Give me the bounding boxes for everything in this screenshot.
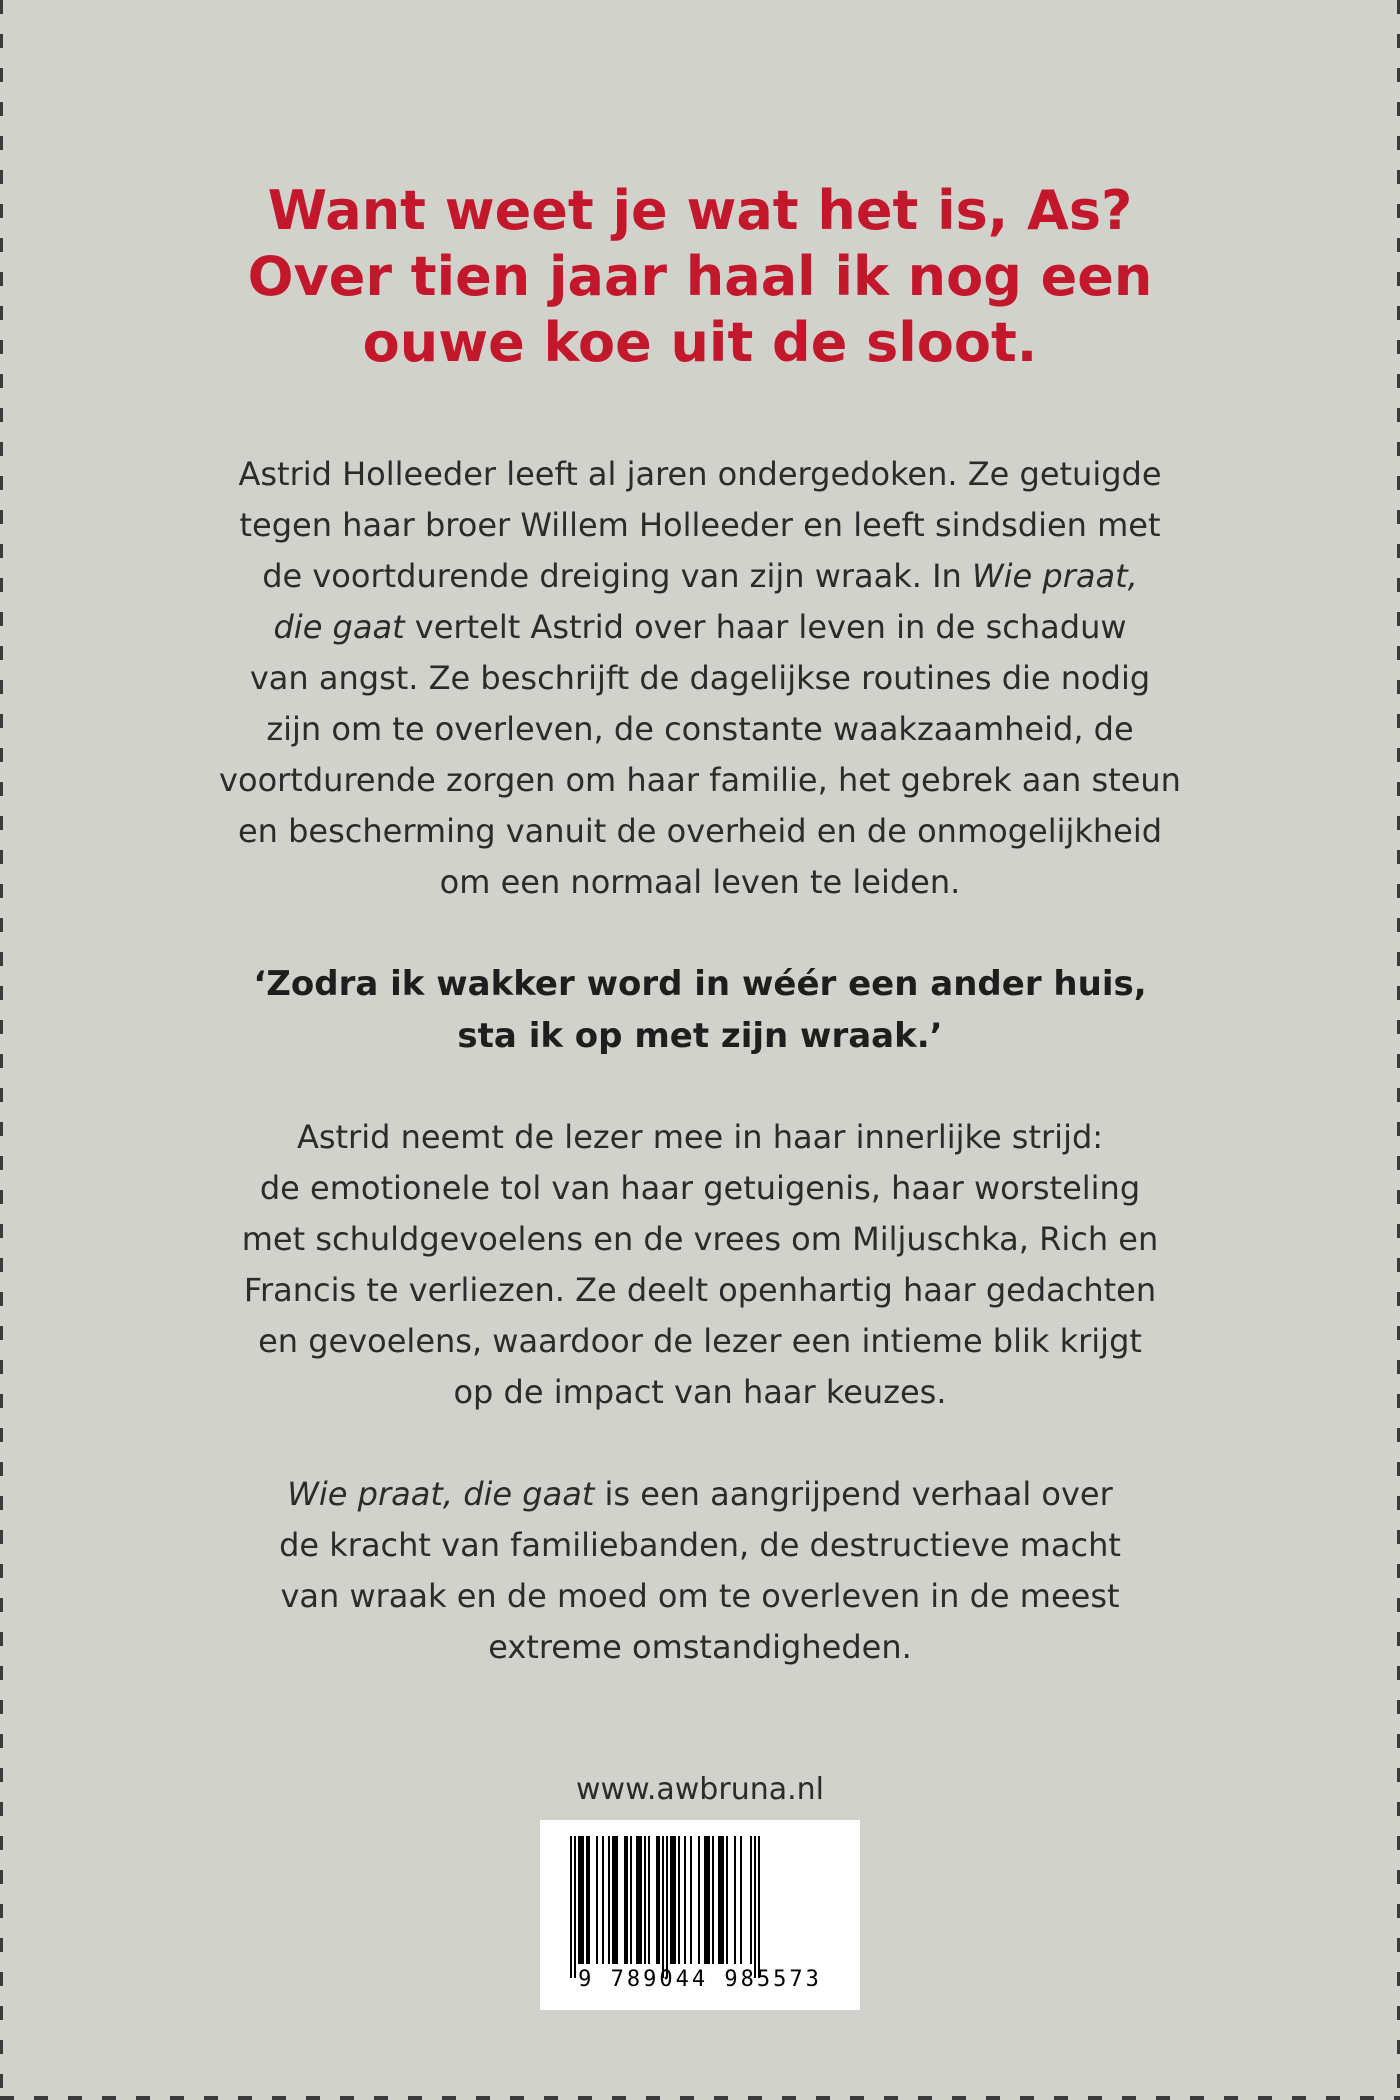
barcode-bar: [614, 1836, 616, 1964]
pull-quote: [140, 958, 1260, 1062]
barcode-bar: [636, 1836, 638, 1964]
paragraph-line: tegen haar broer Willem Holleeder en leeft sindsdien met: [239, 506, 1161, 544]
crop-marks-bottom: [0, 2096, 1400, 2100]
barcode-bar: [630, 1836, 632, 1964]
synopsis-paragraph-1: [140, 449, 1260, 908]
barcode-bar: [588, 1836, 590, 1964]
quote-line-1: ‘Zodra ik wakker word in wéér een ander huis,: [253, 964, 1147, 1004]
barcode-bar: [578, 1836, 580, 1964]
paragraph-line-text: de voortdurende dreiging van zijn wraak. In: [262, 557, 972, 595]
barcode-bar: [706, 1836, 708, 1964]
paragraph-line: Francis te verliezen. Ze deelt openhartig haar gedachten: [243, 1271, 1157, 1309]
barcode-bar: [596, 1836, 598, 1964]
paragraph-line: en gevoelens, waardoor de lezer een intieme blik krijgt: [258, 1322, 1142, 1360]
paragraph-line: van wraak en de moed om te overleven in de meest: [280, 1577, 1120, 1615]
synopsis-paragraph-3: [140, 1469, 1260, 1673]
barcode-bar: [574, 1836, 576, 1978]
barcode-bar: [666, 1836, 668, 1978]
barcode-bar: [678, 1836, 680, 1964]
headline-line-1: Want weet je wat het is, As?: [267, 179, 1133, 242]
book-title-italic: die gaat: [273, 608, 405, 646]
barcode-bar: [704, 1836, 706, 1964]
barcode-bar: [672, 1836, 674, 1964]
paragraph-line: van angst. Ze beschrijft de dagelijkse routines die nodig: [249, 659, 1151, 697]
barcode-bar: [754, 1836, 756, 1978]
publisher-website: www.awbruna.nl: [576, 1772, 824, 1807]
paragraph-line: [140, 602, 1260, 653]
barcode-bar: [670, 1836, 672, 1964]
barcode-bar: [684, 1836, 686, 1964]
paragraph-line: om een normaal leven te leiden.: [439, 863, 961, 901]
barcode-bar: [690, 1836, 692, 1964]
barcode-bar: [726, 1836, 728, 1964]
barcode-bar: [674, 1836, 676, 1964]
barcode-bar: [662, 1836, 664, 1978]
paragraph-line-text: is een aangrijpend verhaal over: [594, 1475, 1113, 1513]
barcode-bar: [638, 1836, 640, 1964]
barcode-bar: [586, 1836, 588, 1964]
synopsis-paragraph-2: [140, 1112, 1260, 1418]
isbn-number: 9 789044 985573: [578, 1967, 822, 1992]
barcode-bar: [640, 1836, 642, 1964]
barcode-bar: [740, 1836, 742, 1964]
isbn-barcode: [540, 1820, 860, 2010]
paragraph-line: [140, 551, 1260, 602]
crop-marks-left: [0, 0, 3, 2100]
barcode-bar: [582, 1836, 584, 1964]
barcode-bar: [644, 1836, 646, 1964]
paragraph-line-text: vertelt Astrid over haar leven in de schaduw: [404, 608, 1127, 646]
paragraph-line: Astrid Holleeder leeft al jaren ondergedoken. Ze getuigde: [238, 455, 1162, 493]
barcode-bar: [698, 1836, 700, 1964]
barcode-bar: [708, 1836, 710, 1964]
paragraph-line: extreme omstandigheden.: [488, 1628, 912, 1666]
barcode-bar: [734, 1836, 736, 1964]
paragraph-line: voortdurende zorgen om haar familie, het gebrek aan steun: [219, 761, 1181, 799]
barcode-bar: [624, 1836, 626, 1964]
paragraph-line: [140, 1469, 1260, 1520]
paragraph-line: op de impact van haar keuzes.: [453, 1373, 947, 1411]
barcode-bar: [718, 1836, 720, 1964]
paragraph-line: met schuldgevoelens en de vrees om Miljuschka, Rich en: [241, 1220, 1159, 1258]
quote-line-2: sta ik op met zijn wraak.’: [457, 1016, 943, 1056]
barcode-bar: [712, 1836, 714, 1964]
barcode-bar: [758, 1836, 760, 1978]
barcode-bar: [616, 1836, 618, 1964]
book-title-italic: Wie praat,: [972, 557, 1138, 595]
headline-line-2: Over tien jaar haal ik nog een: [247, 245, 1153, 308]
barcode-bar: [602, 1836, 604, 1964]
barcode-bar: [608, 1836, 610, 1964]
book-title-italic: Wie praat, die gaat: [287, 1475, 595, 1513]
barcode-bar: [658, 1836, 660, 1964]
barcode-bar: [612, 1836, 614, 1964]
headline-line-3: ouwe koe uit de sloot.: [362, 311, 1038, 374]
barcode-bar: [720, 1836, 722, 1964]
paragraph-line: de kracht van familiebanden, de destructieve macht: [279, 1526, 1121, 1564]
barcode-bar: [626, 1836, 628, 1964]
barcode-bar: [750, 1836, 752, 1964]
headline-quote: [140, 178, 1260, 376]
barcode-bar: [722, 1836, 724, 1964]
paragraph-line: en bescherming vanuit de overheid en de onmogelijkheid: [237, 812, 1163, 850]
barcode-bar: [656, 1836, 658, 1964]
barcode-bar: [648, 1836, 650, 1964]
paragraph-line: de emotionele tol van haar getuigenis, haar worsteling: [259, 1169, 1141, 1207]
paragraph-line: Astrid neemt de lezer mee in haar innerlijke strijd:: [296, 1118, 1104, 1156]
barcode-bar: [580, 1836, 582, 1964]
paragraph-line: zijn om te overleven, de constante waakzaamheid, de: [266, 710, 1134, 748]
barcode-bar: [570, 1836, 572, 1978]
